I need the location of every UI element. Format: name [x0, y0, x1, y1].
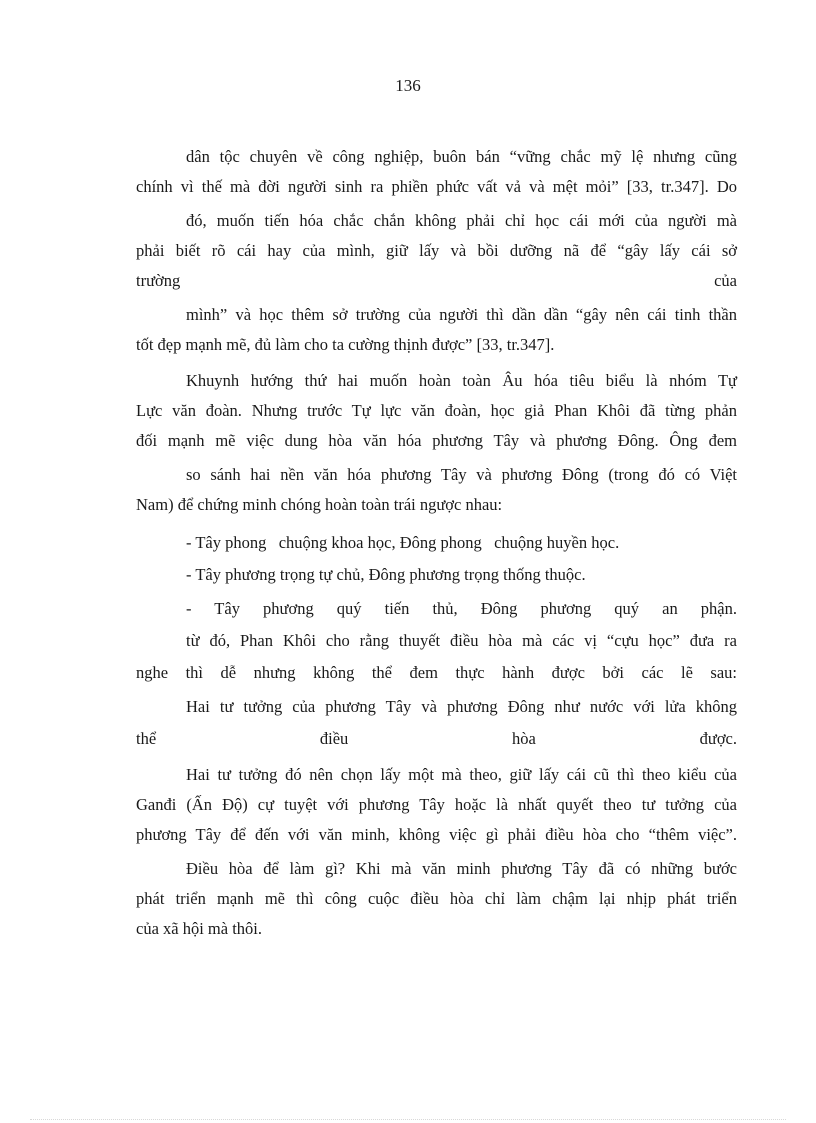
- text-line: của xã hội mà thôi.: [136, 919, 263, 938]
- text-line: đó, muốn tiến hóa chắc chắn không phải chỉ học cái mới của người mà: [186, 211, 737, 230]
- text-line: tốt đẹp mạnh mẽ, đủ làm cho ta cường thịnh được” [33, tr.347].: [136, 335, 555, 354]
- text-line: phát triển mạnh mẽ thì công cuộc điều hòa chỉ làm chậm lại nhịp phát triển: [136, 889, 737, 908]
- text-line: Hai tư tưởng của phương Tây và phương Đông như nước với lửa không: [186, 697, 737, 716]
- text-line: - Tây phong chuộng khoa học, Đông phong chuộng huyền học.: [186, 533, 620, 552]
- text-line: đối mạnh mẽ việc dung hòa văn hóa phương Tây và phương Đông. Ông đem: [136, 431, 737, 450]
- text-line: từ đó, Phan Khôi cho rằng thuyết điều hòa mà các vị “cựu học” đưa ra: [186, 631, 737, 650]
- text-line: Lực văn đoàn. Nhưng trước Tự lực văn đoàn, học giả Phan Khôi đã từng phản: [136, 401, 737, 420]
- text-line: so sánh hai nền văn hóa phương Tây và phương Đông (trong đó có Việt: [186, 465, 737, 484]
- text-line: dân tộc chuyên về công nghiệp, buôn bán “vững chắc mỹ lệ nhưng cũng: [186, 147, 737, 166]
- text-line: [136, 270, 737, 292]
- text-line: Nam) để chứng minh chóng hoàn toàn trái ngược nhau:: [136, 495, 503, 514]
- text-line: mình” và học thêm sở trường của người thì dần dần “gây nên cái tinh thần: [186, 305, 737, 324]
- text-word: của: [714, 271, 737, 290]
- text-line: Ganđi (Ấn Độ) cự tuyệt với phương Tây hoặc là nhất quyết theo tư tưởng của: [136, 795, 737, 814]
- text-line: Hai tư tưởng đó nên chọn lấy một mà theo, giữ lấy cái cũ thì theo kiểu của: [186, 765, 737, 784]
- text-line: Khuynh hướng thứ hai muốn hoàn toàn Âu hóa tiêu biểu là nhóm Tự: [186, 371, 737, 390]
- page-bottom-rule: [30, 1119, 786, 1120]
- page-number: 136: [395, 76, 421, 95]
- text-word: trường: [136, 271, 181, 290]
- text-line: thể điều hòa được.: [136, 729, 737, 748]
- text-line: - Tây phương trọng tự chủ, Đông phương trọng thống thuộc.: [186, 565, 586, 584]
- text-line: chính vì thế mà đời người sinh ra phiền phức vất vả và mệt mỏi” [33, tr.347]. Do: [136, 177, 737, 196]
- text-line: phương Tây để đến với văn minh, không việc gì phải điều hòa cho “thêm việc”.: [136, 825, 737, 844]
- text-line: nghe thì dễ nhưng không thể đem thực hành được bởi các lẽ sau:: [136, 663, 737, 682]
- text-line: - Tây phương quý tiến thủ, Đông phương quý an phận.: [186, 599, 737, 618]
- text-line: Điều hòa để làm gì? Khi mà văn minh phương Tây đã có những bước: [186, 859, 737, 878]
- text-line: phải biết rõ cái hay của mình, giữ lấy và bồi dưỡng nã để “gây lấy cái sở: [136, 241, 737, 260]
